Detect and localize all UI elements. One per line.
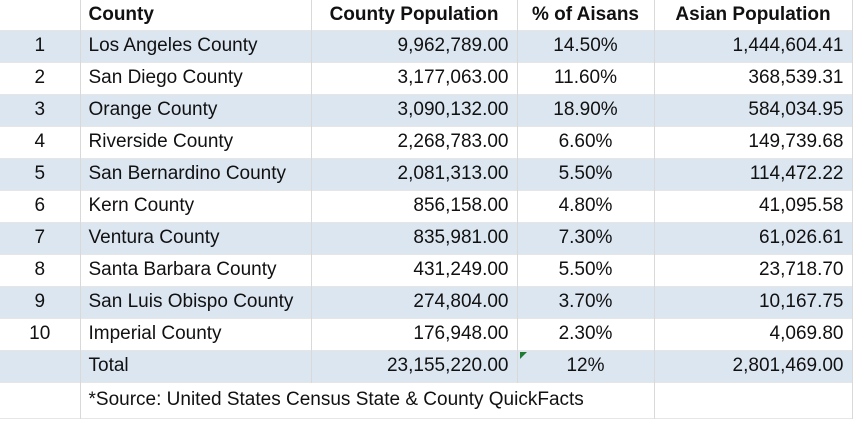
asian-population-cell[interactable]: 584,034.95 [654,94,852,126]
header-percent-asians[interactable]: % of Aisans [517,0,654,30]
total-percent-cell[interactable]: 12% [517,350,654,382]
header-rank[interactable] [0,0,80,30]
county-population-cell[interactable]: 835,981.00 [311,222,517,254]
county-population-cell[interactable]: 2,081,313.00 [311,158,517,190]
county-population-cell[interactable]: 176,948.00 [311,318,517,350]
percent-asians-cell[interactable]: 5.50% [517,254,654,286]
asian-population-cell[interactable]: 149,739.68 [654,126,852,158]
table-row [0,30,852,62]
county-cell[interactable]: Kern County [80,190,311,222]
percent-asians-cell[interactable]: 5.50% [517,158,654,190]
source-note[interactable]: *Source: United States Census State & County QuickFacts [80,382,654,418]
asian-population-cell[interactable]: 114,472.22 [654,158,852,190]
county-population-cell[interactable]: 856,158.00 [311,190,517,222]
rank-cell[interactable]: 4 [0,126,80,158]
county-population-cell[interactable]: 274,804.00 [311,286,517,318]
county-population-cell[interactable]: 3,177,063.00 [311,62,517,94]
asian-population-cell[interactable]: 368,539.31 [654,62,852,94]
table-row [0,318,852,350]
percent-asians-cell[interactable]: 2.30% [517,318,654,350]
rank-cell[interactable]: 3 [0,94,80,126]
table-row [0,158,852,190]
percent-asians-cell[interactable]: 6.60% [517,126,654,158]
table-row [0,286,852,318]
percent-asians-cell[interactable]: 3.70% [517,286,654,318]
asian-population-cell[interactable]: 1,444,604.41 [654,30,852,62]
county-cell[interactable]: San Diego County [80,62,311,94]
note-rank-cell[interactable] [0,382,80,418]
total-rank-cell[interactable] [0,350,80,382]
rank-cell[interactable]: 9 [0,286,80,318]
asian-population-cell[interactable]: 61,026.61 [654,222,852,254]
rank-cell[interactable]: 10 [0,318,80,350]
total-asian-population-cell[interactable]: 2,801,469.00 [654,350,852,382]
percent-asians-cell[interactable]: 18.90% [517,94,654,126]
table-row [0,254,852,286]
source-note-row [0,382,852,418]
table-row [0,190,852,222]
county-population-cell[interactable]: 9,962,789.00 [311,30,517,62]
note-empty-cell[interactable] [654,382,852,418]
total-population-cell[interactable]: 23,155,220.00 [311,350,517,382]
asian-population-cell[interactable]: 23,718.70 [654,254,852,286]
county-cell[interactable]: Los Angeles County [80,30,311,62]
table-row [0,126,852,158]
total-label-cell[interactable]: Total [80,350,311,382]
percent-asians-cell[interactable]: 11.60% [517,62,654,94]
county-cell[interactable]: Ventura County [80,222,311,254]
county-population-cell[interactable]: 3,090,132.00 [311,94,517,126]
header-row [0,0,852,30]
table-row [0,62,852,94]
county-cell[interactable]: Santa Barbara County [80,254,311,286]
county-cell[interactable]: Imperial County [80,318,311,350]
header-county-population[interactable]: County Population [311,0,517,30]
asian-population-cell[interactable]: 10,167.75 [654,286,852,318]
county-cell[interactable]: San Luis Obispo County [80,286,311,318]
asian-population-cell[interactable]: 4,069.80 [654,318,852,350]
total-row [0,350,852,382]
table-body [0,30,852,418]
table-row [0,222,852,254]
county-cell[interactable]: Riverside County [80,126,311,158]
percent-asians-cell[interactable]: 4.80% [517,190,654,222]
header-county[interactable]: County [80,0,311,30]
asian-population-cell[interactable]: 41,095.58 [654,190,852,222]
percent-asians-cell[interactable]: 14.50% [517,30,654,62]
header-asian-population[interactable]: Asian Population [654,0,852,30]
percent-asians-cell[interactable]: 7.30% [517,222,654,254]
rank-cell[interactable]: 1 [0,30,80,62]
county-population-cell[interactable]: 431,249.00 [311,254,517,286]
county-cell[interactable]: Orange County [80,94,311,126]
rank-cell[interactable]: 7 [0,222,80,254]
table-row [0,94,852,126]
county-population-cell[interactable]: 2,268,783.00 [311,126,517,158]
county-cell[interactable]: San Bernardino County [80,158,311,190]
rank-cell[interactable]: 8 [0,254,80,286]
rank-cell[interactable]: 6 [0,190,80,222]
rank-cell[interactable]: 2 [0,62,80,94]
rank-cell[interactable]: 5 [0,158,80,190]
